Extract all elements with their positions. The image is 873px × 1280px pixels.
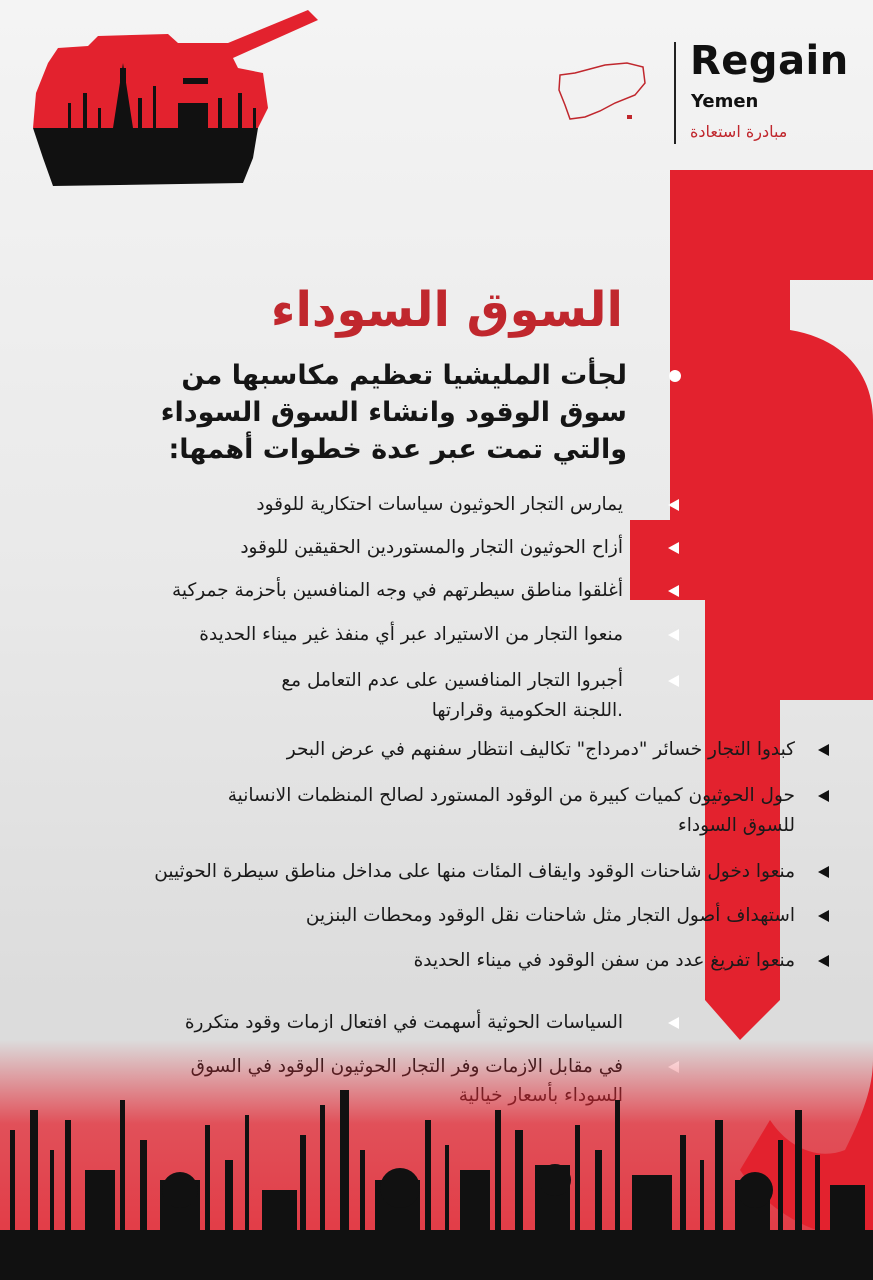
arrow-bullet-icon: [668, 675, 679, 687]
arrow-bullet-icon: [818, 910, 829, 922]
arrow-bullet-icon: [818, 866, 829, 878]
list-item-line1: أجبروا التجار المنافسين على عدم التعامل مع: [281, 670, 623, 691]
arrow-bullet-icon: [668, 542, 679, 554]
logo-divider: [674, 42, 676, 144]
intro-text: لجأت المليشيا تعظيم مكاسبها من سوق الوقود وانشاء السوق السوداء والتي تمت عبر عدة خطوات أهمها:: [160, 360, 627, 465]
list-item: كبدوا التجار خسائر "دمرداج" تكاليف انتظار سفنهم في عرض البحر: [286, 739, 795, 760]
list-item: أغلقوا مناطق سيطرتهم في وجه المنافسين بأحزمة جمركية: [171, 580, 623, 601]
yemen-map-icon: [555, 55, 650, 130]
list-item-line2: .اللجنة الحكومية وقرارتها: [431, 700, 623, 721]
list-item: يمارس التجار الحوثيون سياسات احتكارية للوقود: [256, 494, 623, 515]
arrow-bullet-icon: [818, 790, 829, 802]
logo-subtitle: Yemen: [691, 91, 759, 112]
refinery-skyline-graphic: [0, 1040, 873, 1280]
list-item: منعوا دخول شاحنات الوقود وايقاف المئات منها على مداخل مناطق سيطرة الحوثيين: [154, 861, 795, 882]
arrow-bullet-icon: [668, 499, 679, 511]
bullet-dot: [669, 370, 681, 382]
arrow-bullet-icon: [668, 629, 679, 641]
logo-arabic: مبادرة استعادة: [690, 122, 788, 141]
page-title: السوق السوداء: [270, 282, 623, 338]
list-item: منعوا تفريغ عدد من سفن الوقود في ميناء الحديدة: [413, 950, 795, 971]
arrow-bullet-icon: [818, 955, 829, 967]
arrow-bullet-icon: [668, 585, 679, 597]
logo-title: Regain: [690, 38, 849, 84]
list-item: أزاح الحوثيون التجار والمستوردين الحقيقين للوقود: [240, 537, 623, 558]
list-item: منعوا التجار من الاستيراد عبر أي منفذ غير ميناء الحديدة: [199, 624, 623, 645]
arrow-bullet-icon: [818, 744, 829, 756]
tank-oilfield-graphic: [28, 8, 328, 198]
list-item: استهداف أصول التجار مثل شاحنات نقل الوقود ومحطات البنزين: [305, 905, 795, 926]
list-item-line1: حول الحوثيون كميات كبيرة من الوقود المستورد لصالح المنظمات الانسانية: [227, 785, 795, 806]
list-item: السياسات الحوثية أسهمت في افتعال ازمات وقود متكررة: [184, 1012, 623, 1033]
arrow-bullet-icon: [668, 1017, 679, 1029]
list-item-line2: للسوق السوداء: [678, 815, 795, 836]
